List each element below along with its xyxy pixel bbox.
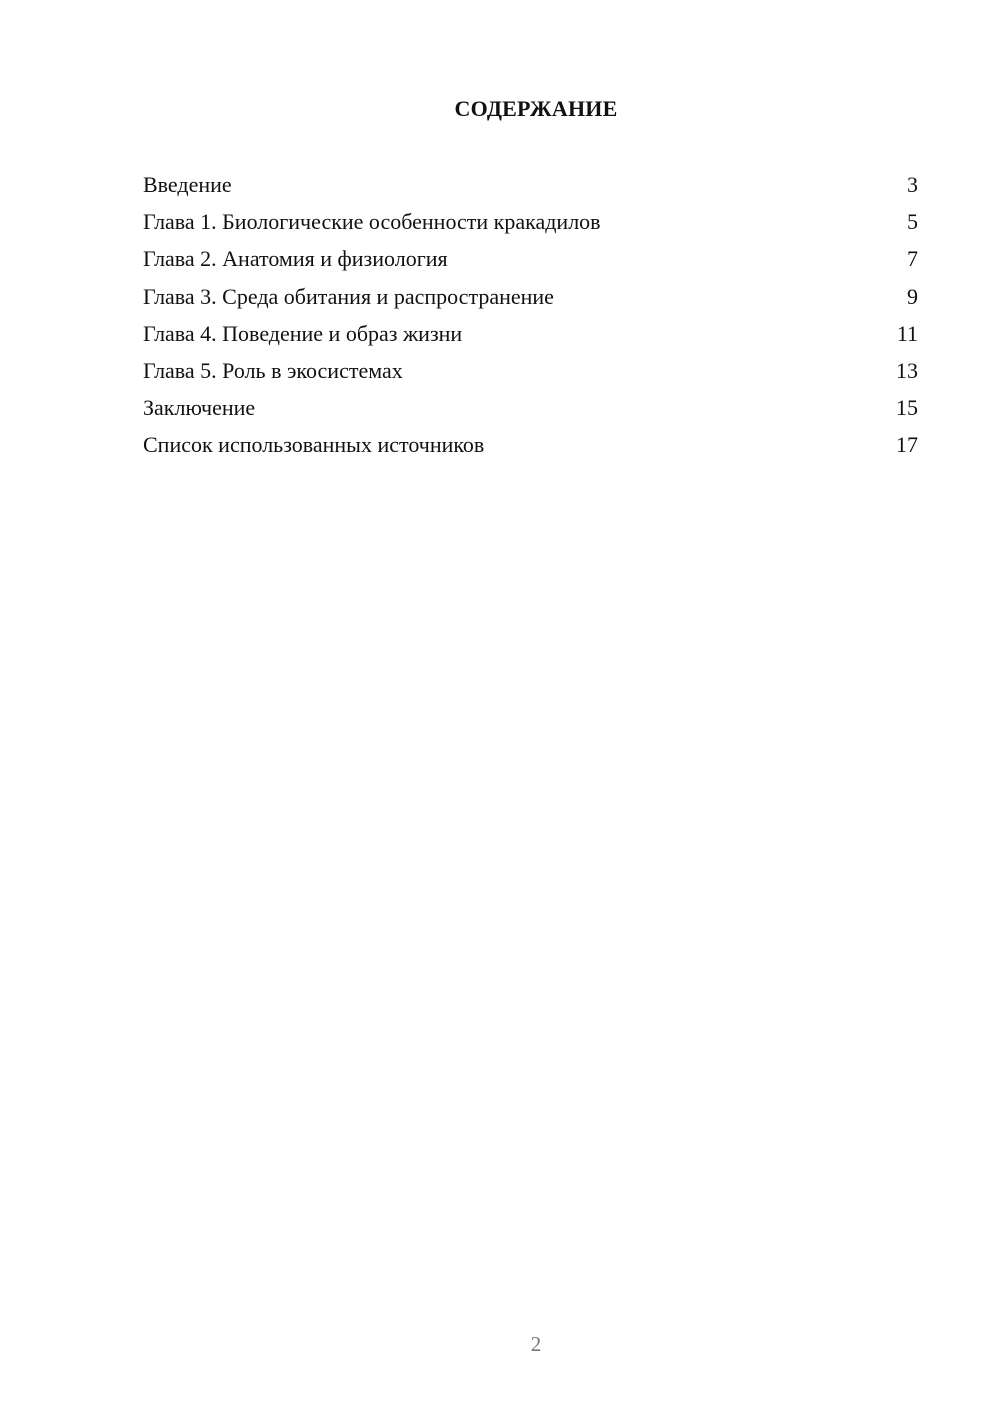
toc-entry-page: 15 [896, 395, 918, 421]
toc-entry-title: Глава 2. Анатомия и физиология [143, 246, 448, 272]
toc-entry-page: 17 [896, 432, 918, 458]
toc-entry-title: Глава 5. Роль в экосистемах [143, 357, 403, 383]
toc-entry-page: 3 [907, 172, 918, 197]
toc-entry-title: Введение [143, 172, 232, 197]
toc-entry-title: Глава 4. Поведение и образ жизни [143, 320, 463, 346]
toc-entry [143, 428, 918, 465]
toc-entry-page: 13 [896, 357, 918, 383]
toc-entry [143, 280, 918, 317]
toc-entry [143, 317, 918, 354]
toc-entry-title: Глава 3. Среда обитания и распространение [143, 283, 554, 309]
toc-entry [143, 168, 918, 205]
toc-entry-page: 11 [896, 320, 918, 346]
page-title: СОДЕРЖАНИЕ [454, 96, 618, 121]
toc-entry [143, 205, 918, 242]
toc-entry [143, 354, 918, 391]
toc-entry [143, 391, 918, 428]
toc-entry [143, 242, 918, 279]
toc-entry-title: Список использованных источников [143, 432, 485, 458]
toc-entry-title: Заключение [143, 395, 256, 421]
toc-entry-page: 9 [907, 283, 918, 309]
toc-entry-title: Глава 1. Биологические особенности кракадилов [143, 209, 601, 235]
toc-entry-page: 7 [907, 246, 918, 272]
page-number: 2 [530, 1332, 542, 1356]
table-of-contents [143, 168, 918, 466]
toc-entry-page: 5 [907, 209, 918, 235]
